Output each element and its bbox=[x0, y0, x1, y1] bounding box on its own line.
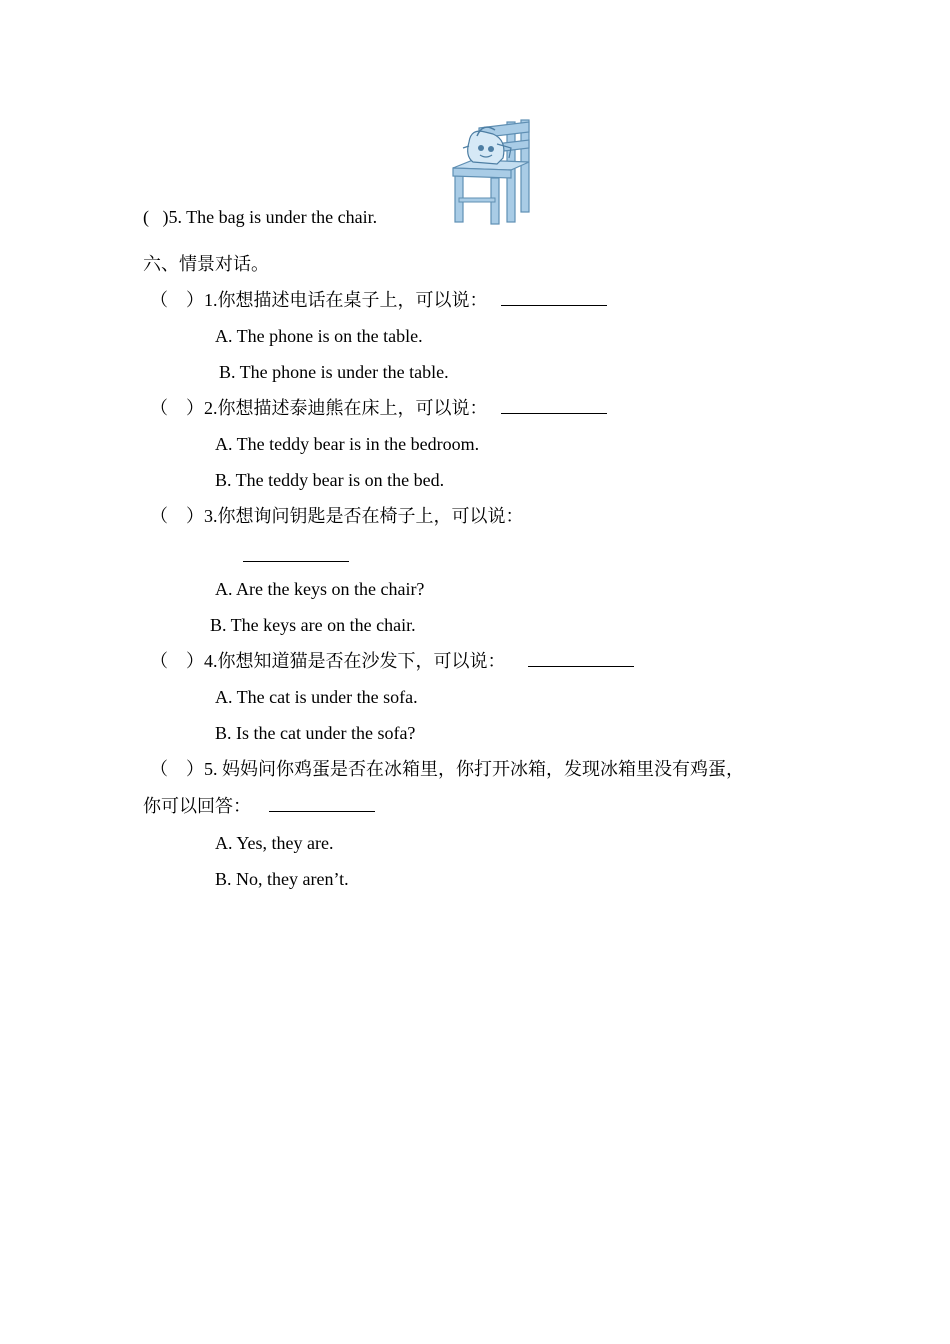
question-1-option-b: B. The phone is under the table. bbox=[219, 362, 449, 382]
answer-blank[interactable] bbox=[243, 545, 349, 562]
answer-paren-open: （ bbox=[150, 651, 168, 671]
question-4-option-b: B. Is the cat under the sofa? bbox=[215, 723, 416, 743]
answer-blank[interactable] bbox=[501, 397, 607, 414]
answer-paren-close: ） bbox=[186, 506, 204, 526]
answer-paren-open: （ bbox=[150, 759, 168, 779]
question-5-prompt: 5. 妈妈问你鸡蛋是否在冰箱里，你打开冰箱，发现冰箱里没有鸡蛋， bbox=[204, 759, 744, 779]
answer-paren-close: ） bbox=[186, 398, 204, 418]
question-3-prompt: 3.你想询问钥匙是否在椅子上，可以说： bbox=[204, 506, 524, 526]
question-3 bbox=[150, 505, 524, 527]
answer-paren-open: （ bbox=[150, 398, 168, 418]
answer-paren-open: （ bbox=[150, 506, 168, 526]
question-1-prompt: 1.你想描述电话在桌子上，可以说： bbox=[204, 290, 488, 310]
question-4-option-a: A. The cat is under the sofa. bbox=[215, 687, 418, 707]
question-2-option-a: A. The teddy bear is in the bedroom. bbox=[215, 434, 480, 454]
question-2 bbox=[150, 397, 607, 419]
question-5 bbox=[150, 758, 744, 780]
question-4-prompt: 4.你想知道猫是否在沙发下，可以说： bbox=[204, 651, 506, 671]
question-3-option-a: A. Are the keys on the chair? bbox=[215, 579, 425, 599]
answer-paren-close: ) bbox=[162, 207, 169, 227]
question-5-option-b: B. No, they aren’t. bbox=[215, 869, 349, 889]
question-2-prompt: 2.你想描述泰迪熊在床上，可以说： bbox=[204, 398, 488, 418]
answer-blank[interactable] bbox=[528, 650, 634, 667]
answer-blank[interactable] bbox=[501, 289, 607, 306]
answer-paren-close: ） bbox=[186, 651, 204, 671]
question-1 bbox=[150, 289, 607, 311]
answer-paren-open: ( bbox=[143, 207, 149, 227]
answer-blank[interactable] bbox=[269, 795, 375, 812]
question-2-option-b: B. The teddy bear is on the bed. bbox=[215, 470, 445, 490]
section-title: 六、情景对话。 bbox=[143, 254, 269, 274]
question-3-option-b: B. The keys are on the chair. bbox=[210, 615, 416, 635]
answer-paren-close: ） bbox=[186, 290, 204, 310]
question-3-blank-line bbox=[243, 545, 349, 567]
question-5-prompt-cont: 你可以回答： bbox=[143, 796, 251, 816]
question-5-option-a: A. Yes, they are. bbox=[215, 833, 334, 853]
question-1-option-a: A. The phone is on the table. bbox=[215, 326, 423, 346]
question-5-cont bbox=[143, 795, 375, 817]
question-4 bbox=[150, 650, 634, 672]
prev-question-5 bbox=[143, 206, 377, 228]
chair-with-bag-icon bbox=[449, 118, 533, 226]
answer-paren-open: （ bbox=[150, 290, 168, 310]
prev-question-5-text: 5. The bag is under the chair. bbox=[168, 207, 378, 227]
answer-paren-close: ） bbox=[186, 759, 204, 779]
